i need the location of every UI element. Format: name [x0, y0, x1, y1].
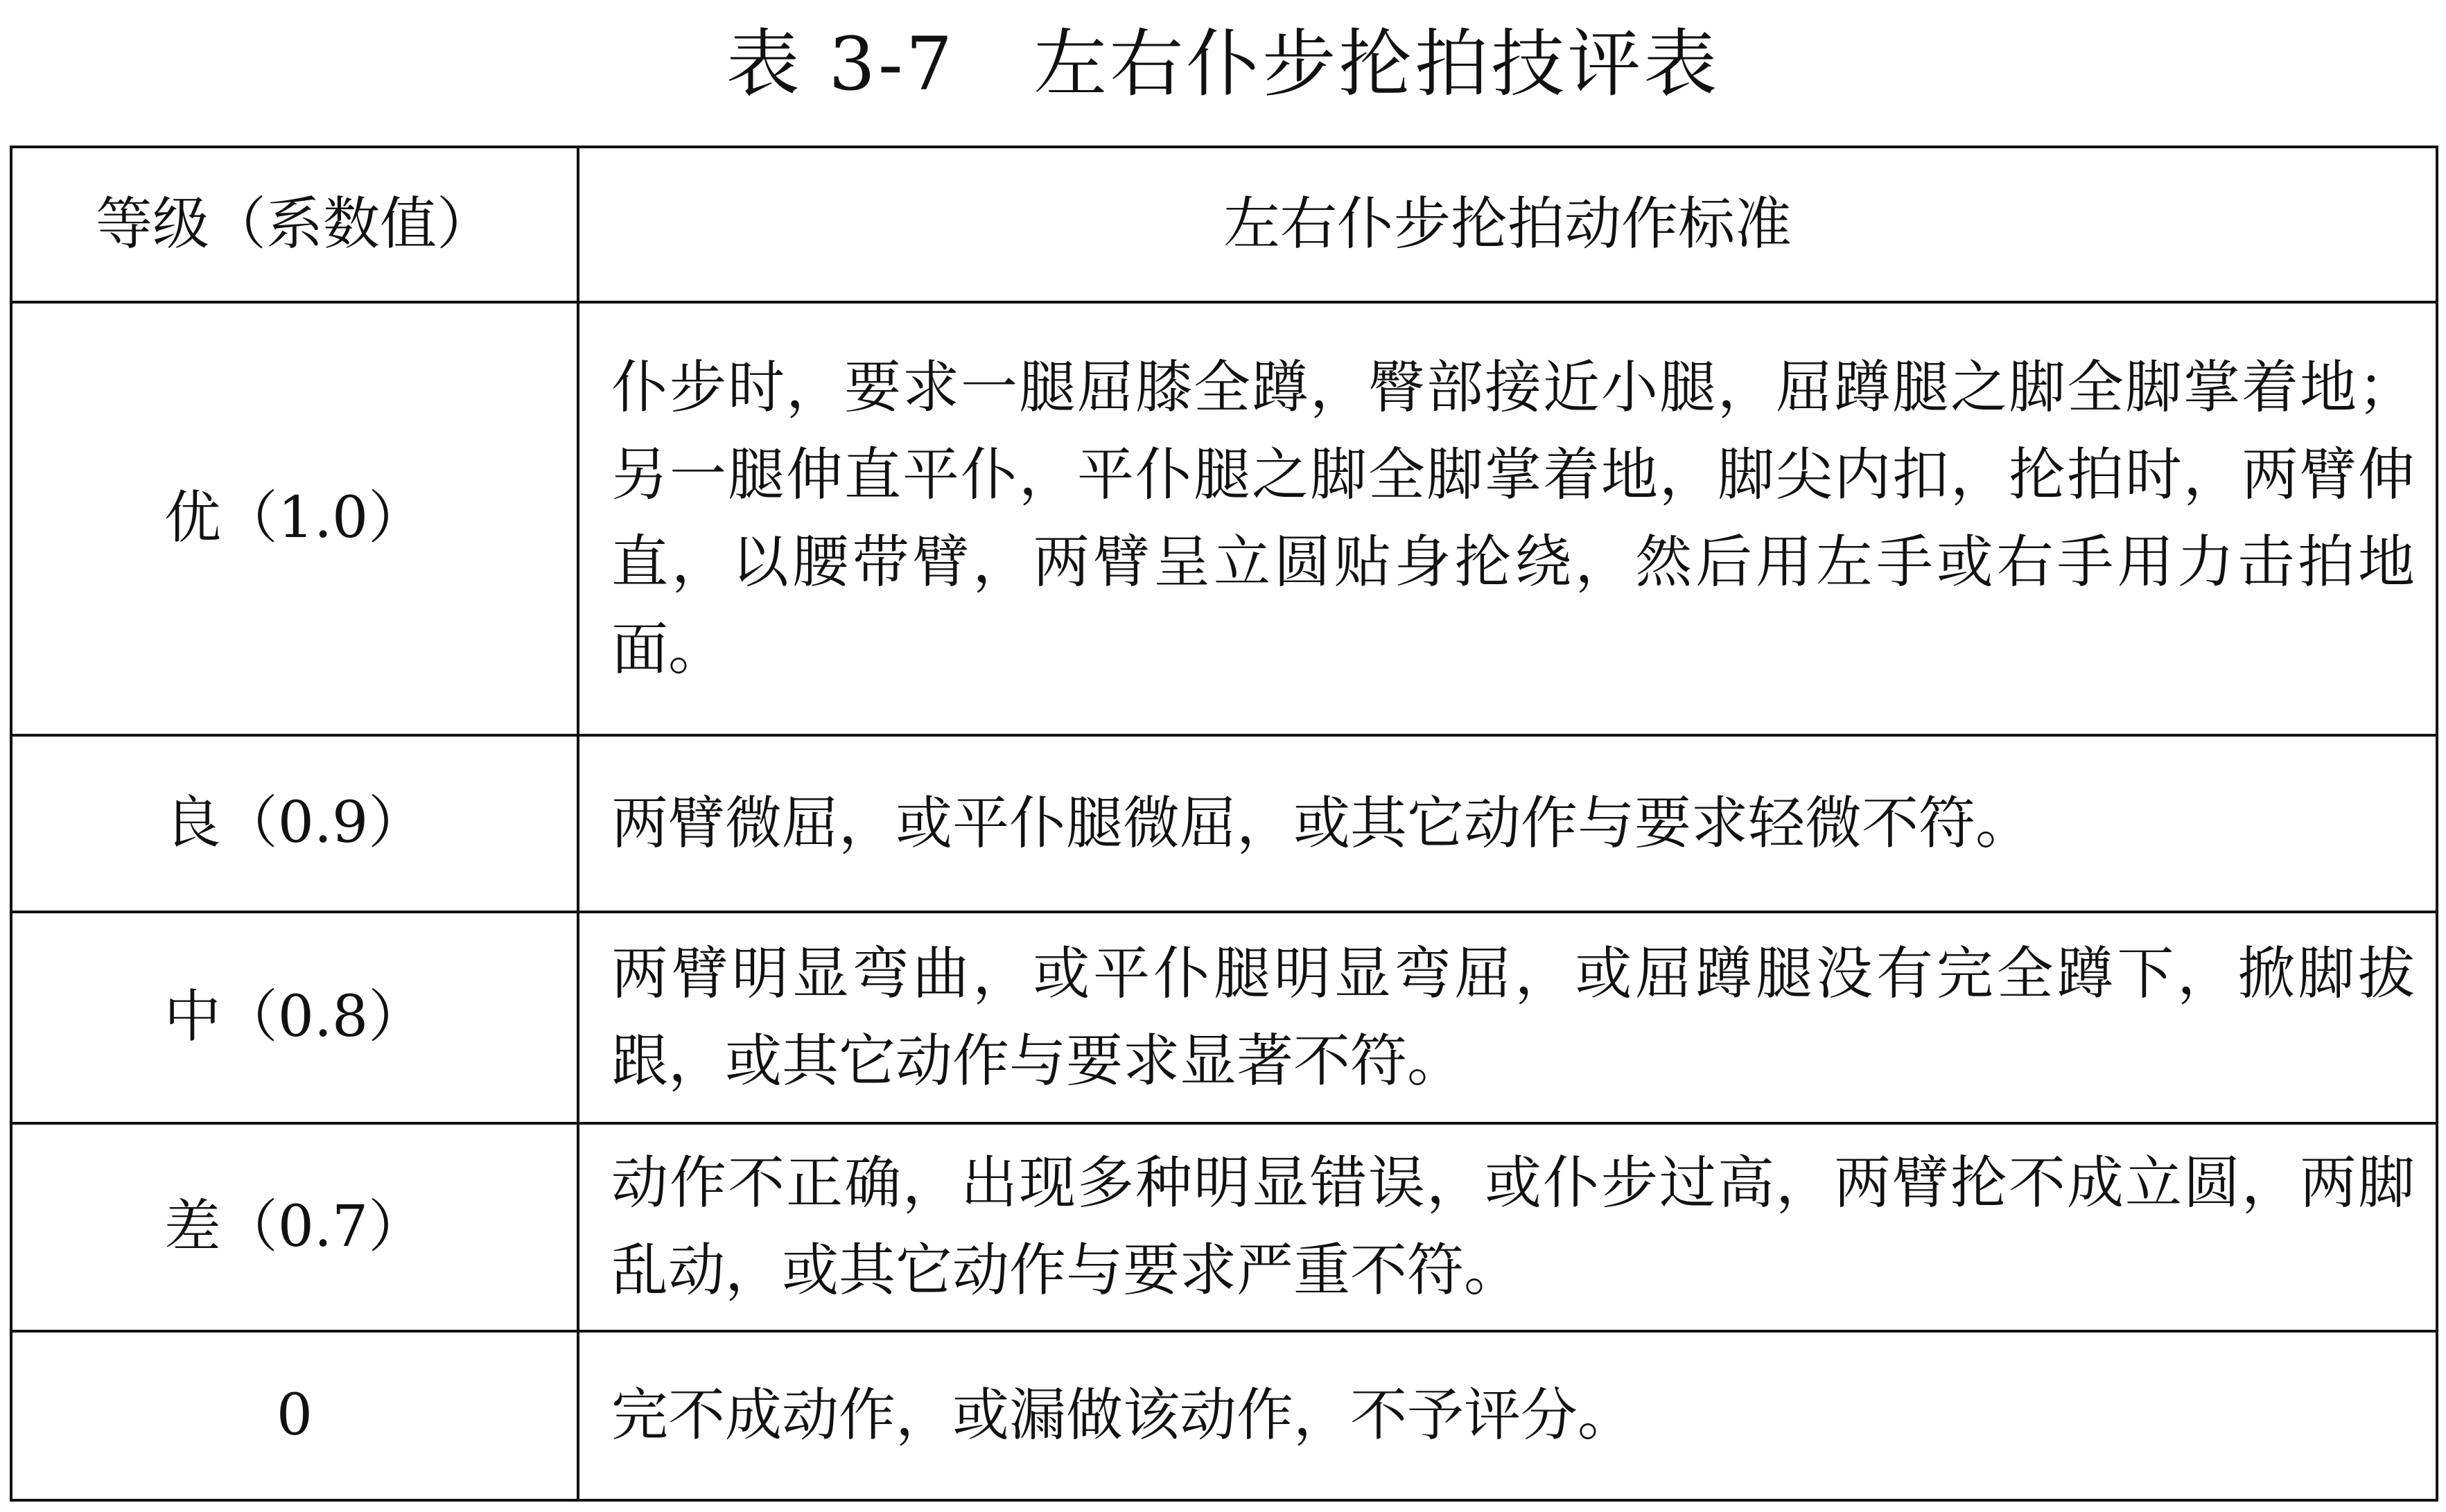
standard-cell: 动作不正确，出现多种明显错误，或仆步过高，两臂抡不成立圆，两脚乱动，或其它动作与要求严重不符。: [578, 1123, 2437, 1331]
evaluation-table: [10, 146, 2438, 1502]
grade-cell: 0: [11, 1331, 578, 1500]
standard-cell: 两臂微屈，或平仆腿微屈，或其它动作与要求轻微不符。: [578, 735, 2437, 912]
table-row: [11, 912, 2437, 1123]
grade-cell: 良（0.9）: [11, 735, 578, 912]
table-row: [11, 302, 2437, 735]
header-grade: 等级（系数值）: [11, 147, 578, 302]
grade-cell: 中（0.8）: [11, 912, 578, 1123]
header-standard: 左右仆步抡拍动作标准: [578, 147, 2437, 302]
grade-cell: 差（0.7）: [11, 1123, 578, 1331]
table-title: 表 3-7 左右仆步抡拍技评表: [726, 21, 1720, 107]
standard-cell: 完不成动作，或漏做该动作，不予评分。: [578, 1331, 2437, 1500]
standard-cell: 仆步时，要求一腿屈膝全蹲，臀部接近小腿，屈蹲腿之脚全脚掌着地；另一腿伸直平仆，平仆腿之脚全脚掌着地，脚尖内扣，抡拍时，两臂伸直，以腰带臂，两臂呈立圆贴身抡绕，然后用左手或右手用力击拍地面。: [578, 302, 2437, 735]
table-row: [11, 735, 2437, 912]
table-header-row: [11, 147, 2437, 302]
grade-cell: 优（1.0）: [11, 302, 578, 735]
standard-cell: 两臂明显弯曲，或平仆腿明显弯屈，或屈蹲腿没有完全蹲下，掀脚拔跟，或其它动作与要求显著不符。: [578, 912, 2437, 1123]
table-row: [11, 1123, 2437, 1331]
table-row: [11, 1331, 2437, 1500]
